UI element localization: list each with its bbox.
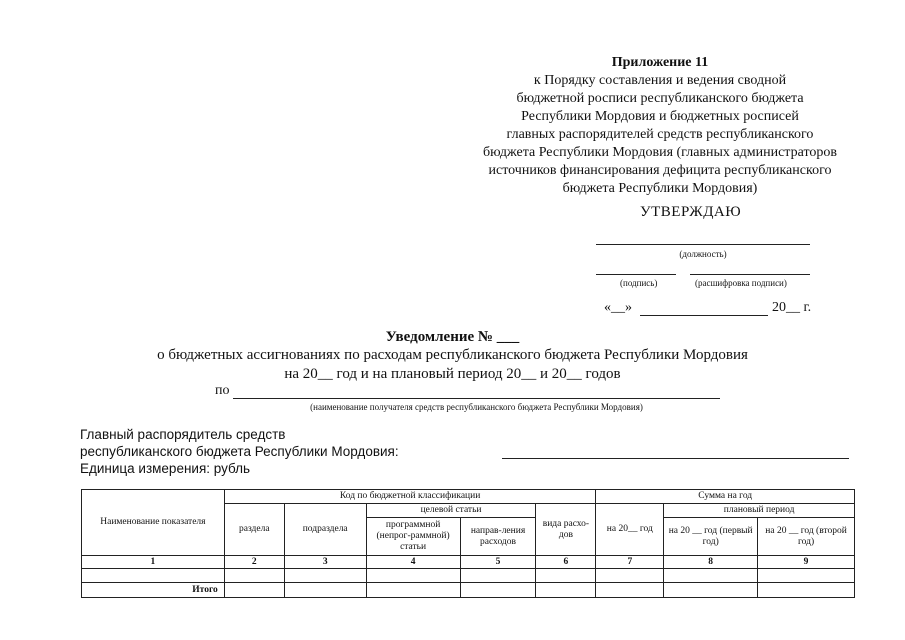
table-cell[interactable]: [664, 569, 758, 583]
total-cell[interactable]: [664, 583, 758, 598]
unit-of-measure: Единица измерения: рубль: [80, 461, 251, 476]
total-row: [82, 583, 855, 598]
appendix-line: к Порядку составления и ведения сводной: [533, 73, 787, 88]
column-number: 5: [460, 556, 536, 569]
appendix-line: Республики Мордовия и бюджетных росписей: [521, 109, 799, 124]
subsection-header: подраздела: [284, 504, 366, 556]
appendix-block: [460, 54, 860, 198]
table-cell[interactable]: [366, 569, 460, 583]
target-item-header: целевой статьи: [366, 504, 536, 518]
total-label: Итого: [82, 583, 225, 598]
column-number: 7: [596, 556, 664, 569]
appendix-title: Приложение 11: [611, 55, 709, 70]
notice-subtitle: о бюджетных ассигнованиях по расходам республиканского бюджета Республики Мордовия: [157, 347, 748, 363]
total-cell[interactable]: [366, 583, 460, 598]
planning-period-header: плановый период: [664, 504, 855, 518]
main-admin-line[interactable]: [502, 458, 849, 459]
table-cell[interactable]: [460, 569, 536, 583]
recipient-caption: (наименование получателя средств республиканского бюджета Республики Мордовия): [310, 402, 643, 412]
indicator-header: Наименование показателя: [82, 490, 225, 556]
column-number: 2: [224, 556, 284, 569]
total-cell[interactable]: [536, 583, 596, 598]
date-year: 20__ г.: [772, 300, 812, 315]
table-cell[interactable]: [82, 569, 225, 583]
column-number: 9: [758, 556, 855, 569]
column-number: 4: [366, 556, 460, 569]
total-cell[interactable]: [758, 583, 855, 598]
date-month-line[interactable]: [640, 315, 768, 316]
signature-caption: (подпись): [620, 278, 658, 288]
sum-header: Сумма на год: [596, 490, 855, 504]
main-admin-line2: республиканского бюджета Республики Мордовия:: [80, 444, 399, 459]
column-number: 8: [664, 556, 758, 569]
main-admin-block: [80, 426, 399, 477]
appendix-line: главных распорядителей средств республиканского: [506, 127, 814, 142]
total-cell[interactable]: [596, 583, 664, 598]
signature-decoding-line[interactable]: [690, 274, 810, 275]
table-cell[interactable]: [284, 569, 366, 583]
signature-line[interactable]: [596, 274, 676, 275]
appendix-line: источников финансирования дефицита республиканского: [488, 163, 832, 178]
position-caption: (должность): [679, 249, 727, 259]
expense-type-header: вида расхо-дов: [536, 504, 596, 556]
signature-decoding-caption: (расшифровка подписи): [695, 278, 787, 288]
date-day: «__»: [604, 300, 632, 315]
table-cell[interactable]: [596, 569, 664, 583]
position-line[interactable]: [596, 244, 810, 245]
appendix-line: бюджетной росписи республиканского бюджета: [516, 91, 804, 106]
table-cell[interactable]: [224, 569, 284, 583]
column-number: 6: [536, 556, 596, 569]
section-header: раздела: [224, 504, 284, 556]
appendix-line: бюджета Республики Мордовия): [562, 181, 758, 196]
total-cell[interactable]: [284, 583, 366, 598]
column-number: 3: [284, 556, 366, 569]
approval-heading: УТВЕРЖДАЮ: [640, 204, 742, 220]
appendix-line: бюджета Республики Мордовия (главных администраторов: [483, 145, 837, 160]
first-year-header: на 20 __ год (первый год): [664, 518, 758, 556]
recipient-line[interactable]: [233, 398, 720, 399]
budget-table: [81, 489, 855, 598]
notice-period: на 20__ год и на плановый период 20__ и 20__ годов: [284, 366, 621, 382]
total-cell[interactable]: [224, 583, 284, 598]
main-admin-line1: Главный распорядитель средств: [80, 427, 286, 442]
program-header: программной (непрог-раммной) статьи: [366, 518, 460, 556]
table-cell[interactable]: [536, 569, 596, 583]
column-number: 1: [82, 556, 225, 569]
notice-title: Уведомление № ___: [385, 329, 520, 345]
table-cell[interactable]: [758, 569, 855, 583]
recipient-to-label: по: [215, 383, 230, 398]
table-row: [82, 569, 855, 583]
total-cell[interactable]: [460, 583, 536, 598]
current-year-header: на 20__ год: [596, 504, 664, 556]
second-year-header: на 20 __ год (второй год): [758, 518, 855, 556]
expense-direction-header: направ-ления расходов: [460, 518, 536, 556]
kbk-header: Код по бюджетной классификации: [224, 490, 596, 504]
